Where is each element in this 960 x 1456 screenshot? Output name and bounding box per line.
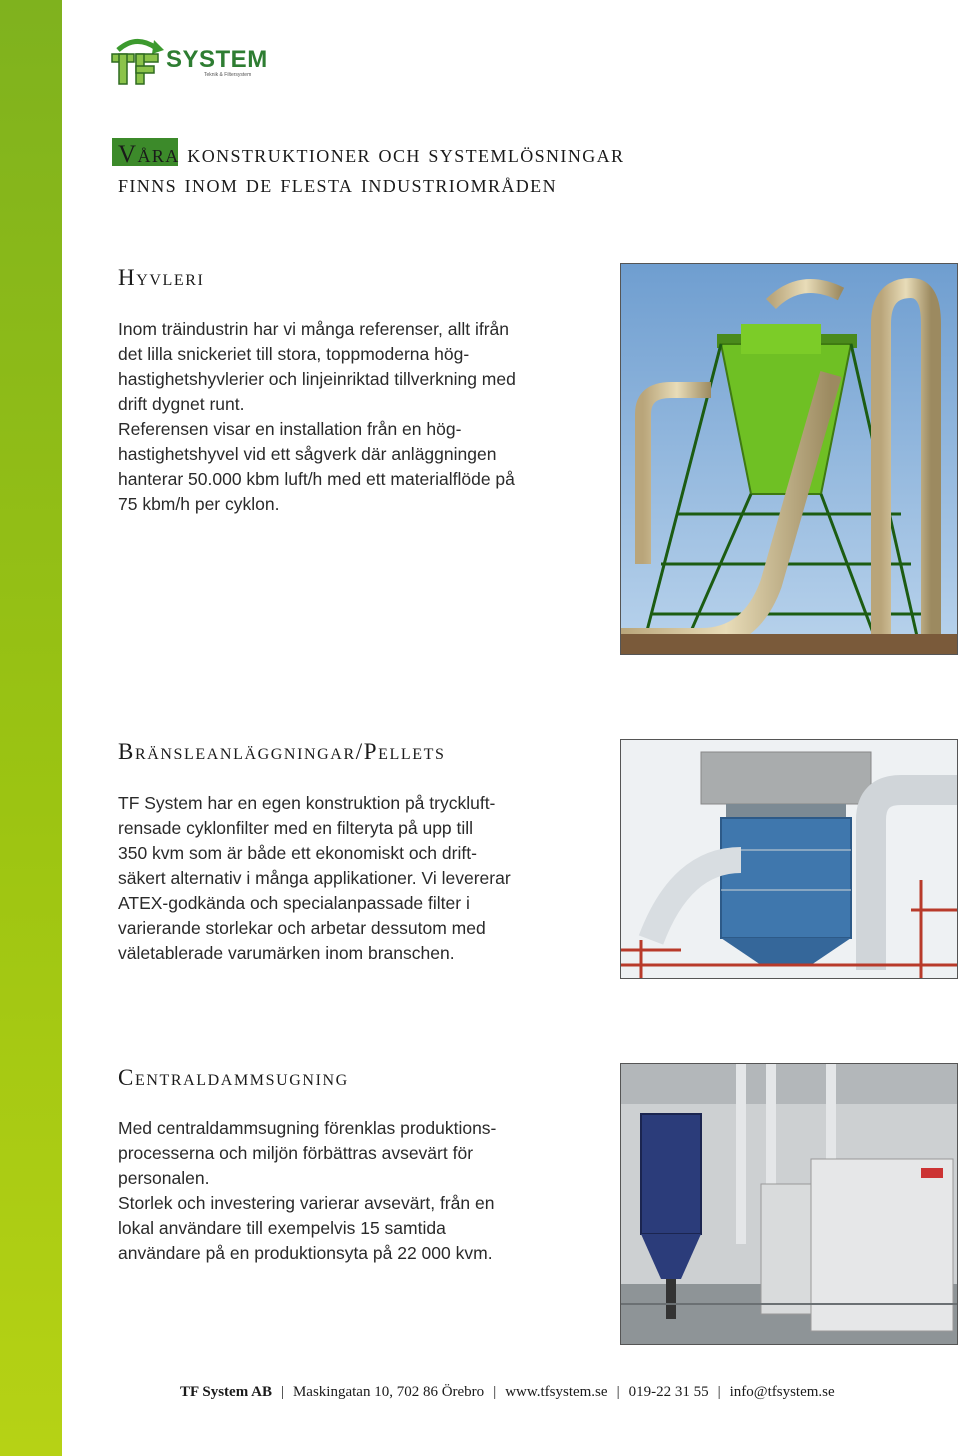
text-line: användare på en produktionsyta på 22 000 kvm. (118, 1243, 493, 1263)
page-title (118, 140, 624, 200)
text-line: processerna och miljön förbättras avsevärt för (118, 1143, 474, 1163)
page-title-line-2: finns inom de flesta industriområden (118, 171, 557, 198)
section-title-hyvleri: Hyvleri (118, 265, 205, 290)
footer-email[interactable]: info@tfsystem.se (729, 1384, 835, 1400)
section-text-centraldammsugning (118, 1116, 496, 1266)
page-title-line-1: Våra konstruktioner och systemlösningar (118, 141, 625, 168)
text-line: varierande storlekar och arbetar dessutom med (118, 918, 486, 938)
footer-phone: 019-22 31 55 (628, 1384, 709, 1400)
photo-cyclone-filter (620, 739, 958, 979)
page-footer (180, 1384, 835, 1401)
text-line: 350 kvm som är både ett ekonomiskt och drift- (118, 843, 477, 863)
footer-separator: | (717, 1384, 721, 1400)
logo-wordmark: SYSTEM (166, 46, 268, 73)
green-sidebar (0, 0, 62, 1456)
footer-company: TF System AB (180, 1384, 272, 1400)
text-line: hastighetshyvel vid ett sågverk där anläggningen (118, 444, 497, 464)
text-line: väletablerade varumärken inom branschen. (118, 943, 455, 963)
text-line: Referensen visar en installation från en hög- (118, 419, 462, 439)
section-title-pellets: Bränsleanläggningar/Pellets (118, 739, 446, 764)
text-line: Med centraldammsugning förenklas produktions- (118, 1118, 497, 1138)
photo-central-vacuum (620, 1063, 958, 1345)
footer-separator: | (493, 1384, 497, 1400)
footer-website[interactable]: www.tfsystem.se (505, 1384, 608, 1400)
section-text-hyvleri (118, 317, 516, 517)
text-line: 75 kbm/h per cyklon. (118, 494, 280, 514)
text-line: hastighetshyvlerier och linjeinriktad tillverkning med (118, 369, 516, 389)
company-logo (108, 36, 268, 92)
section-title-centraldammsugning: Centraldammsugning (118, 1065, 349, 1090)
text-line: Storlek och investering varierar avsevärt, från en (118, 1193, 495, 1213)
text-line: rensade cyklonfilter med en filteryta på upp till (118, 818, 474, 838)
photo-cyclone-installation (620, 263, 958, 655)
text-line: ATEX-godkända och specialanpassade filter i (118, 893, 470, 913)
text-line: hanterar 50.000 kbm luft/h med ett materialflöde på (118, 469, 515, 489)
text-line: drift dygnet runt. (118, 394, 245, 414)
tf-logo-mark (108, 36, 168, 92)
footer-address: Maskingatan 10, 702 86 Örebro (292, 1384, 485, 1400)
logo-tagline: Teknik & Filtersystem (204, 72, 252, 78)
text-line: säkert alternativ i många applikationer. Vi levererar (118, 868, 511, 888)
text-line: det lilla snickeriet till stora, toppmoderna hög- (118, 344, 470, 364)
footer-separator: | (280, 1384, 284, 1400)
text-line: Inom träindustrin har vi många referenser, allt ifrån (118, 319, 510, 339)
text-line: lokal användare till exempelvis 15 samtida (118, 1218, 446, 1238)
footer-separator: | (616, 1384, 620, 1400)
section-text-pellets (118, 791, 511, 966)
text-line: TF System har en egen konstruktion på tryckluft- (118, 793, 496, 813)
text-line: personalen. (118, 1168, 210, 1188)
